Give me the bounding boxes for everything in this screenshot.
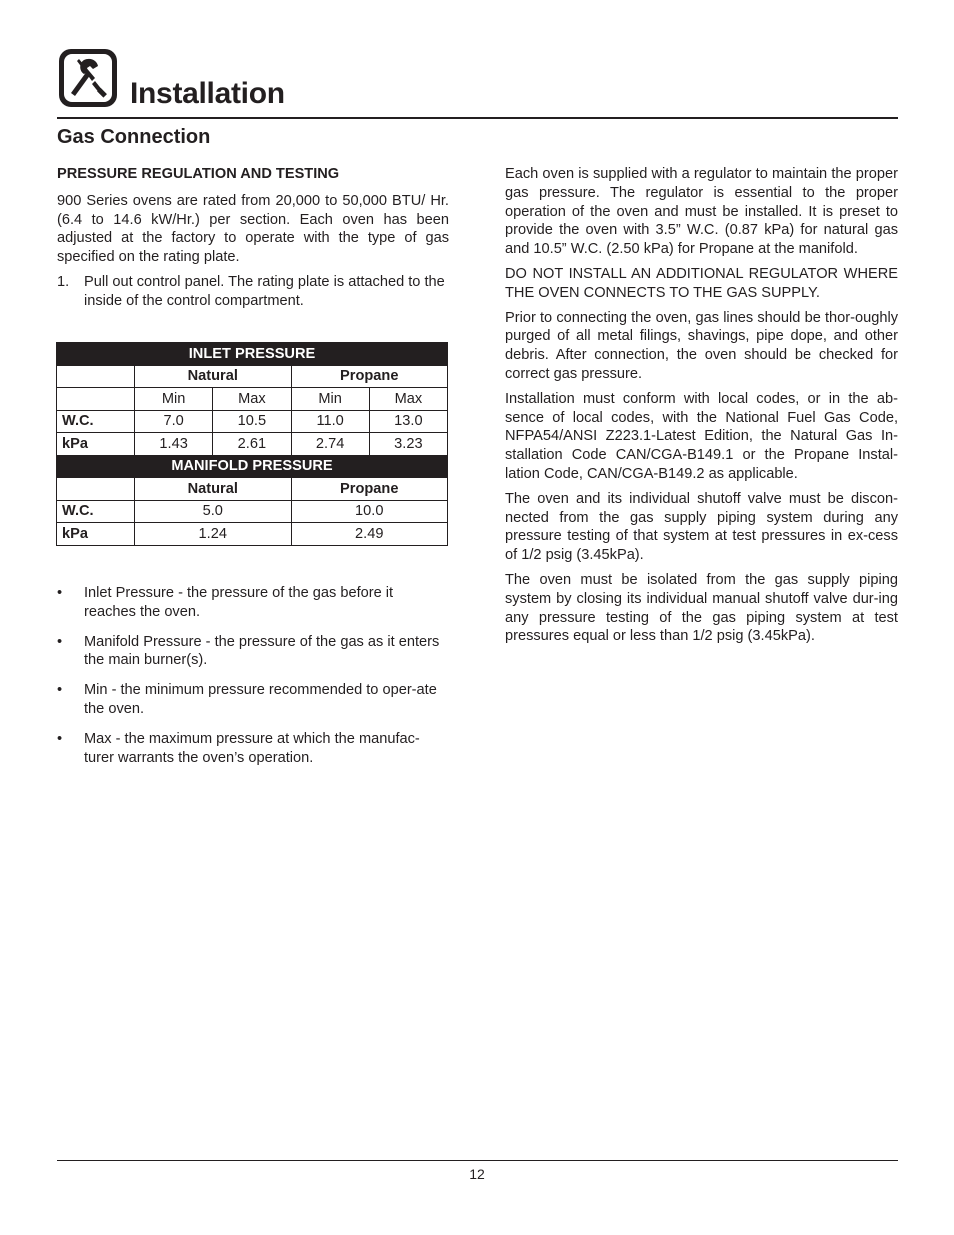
footer-divider	[57, 1160, 898, 1161]
list-item	[57, 681, 449, 719]
inlet-kpa-propane-max: 3.23	[369, 433, 447, 456]
wrench-screwdriver-icon	[57, 47, 119, 109]
inlet-kpa-label: kPa	[57, 433, 135, 456]
inlet-wc-propane-max: 13.0	[369, 410, 447, 433]
bullet-mark: •	[57, 730, 63, 747]
manifold-pressure-header: MANIFOLD PRESSURE	[57, 455, 448, 478]
manifold-wc-propane: 10.0	[291, 500, 448, 523]
manifold-wc-label: W.C.	[57, 500, 135, 523]
left-column	[57, 165, 449, 311]
list-item	[57, 584, 449, 622]
inlet-pressure-header: INLET PRESSURE	[57, 343, 448, 366]
bullet-text: Max - the maximum pressure at which the manufac-turer warrants the oven’s operation.	[84, 730, 420, 766]
inlet-wc-propane-min: 11.0	[291, 410, 369, 433]
natural-min-header: Min	[135, 388, 213, 411]
purge-paragraph: Prior to connecting the oven, gas lines should be thor-oughly purged of all metal filings, shavings, pipe dope, and other debris. After connection, the oven should be checked for correct gas pressure.	[505, 309, 898, 382]
regulator-paragraph: Each oven is supplied with a regulator to maintain the proper gas pressure. The regulator is essential to the proper operation of the oven and must be installed. It is preset to provide the oven with 3.5” W.C. (0.87 kPa) for natural gas and 10.5” W.C. (2.50 kPa) for Propane at the manifold.	[505, 166, 898, 258]
bullet-mark: •	[57, 585, 63, 601]
right-column	[505, 165, 898, 652]
page-number: 12	[469, 1166, 485, 1182]
step-text: Pull out control panel. The rating plate is attached to the inside of the control compartment.	[84, 273, 445, 309]
inlet-wc-natural-max: 10.5	[213, 410, 291, 433]
codes-paragraph: Installation must conform with local codes, or in the ab-sence of local codes, with the National Fuel Gas Code, NFPA54/ANSI Z223.1-Latest Edition, the Natural Gas In-stallation Code CAN/CGA-B149.1 or the Propane Instal-lation Code, CAN/CGA-B149.2 as applicable.	[505, 390, 898, 482]
manifold-natural-header: Natural	[135, 478, 292, 501]
disconnect-paragraph: The oven and its individual shutoff valve must be discon-nected from the gas supply piping system during any pressure testing of that system at test pressures in ex-cess of 1/2 psig (3.45kPa).	[505, 490, 898, 564]
propane-max-header: Max	[369, 388, 447, 411]
section-title: Gas Connection	[57, 126, 211, 148]
manifold-kpa-natural: 1.24	[135, 523, 292, 546]
bullet-text: Inlet Pressure - the pressure of the gas before it reaches the oven.	[84, 585, 394, 620]
manifold-kpa-label: kPa	[57, 523, 135, 546]
inlet-wc-label: W.C.	[57, 410, 135, 433]
page-title: Installation	[130, 77, 285, 110]
inlet-propane-header: Propane	[291, 365, 448, 388]
empty-cell	[57, 388, 135, 411]
pressure-table	[56, 342, 448, 546]
title-divider	[57, 117, 898, 119]
propane-min-header: Min	[291, 388, 369, 411]
inlet-kpa-propane-min: 2.74	[291, 433, 369, 456]
list-item	[57, 730, 449, 768]
isolate-paragraph: The oven must be isolated from the gas supply piping system by closing its individual manual shutoff valve dur-ing any pressure testing of the gas piping system at test pressures equal or less than 1/2 psig (3.45kPa).	[505, 571, 898, 645]
numbered-step	[57, 273, 449, 311]
manifold-propane-header: Propane	[291, 478, 448, 501]
bullet-mark: •	[57, 633, 63, 650]
empty-cell	[57, 478, 135, 501]
inlet-natural-header: Natural	[135, 365, 292, 388]
step-number: 1.	[57, 273, 70, 290]
definitions-list	[57, 584, 449, 778]
inlet-wc-natural-min: 7.0	[135, 410, 213, 433]
intro-paragraph: 900 Series ovens are rated from 20,000 to 50,000 BTU/ Hr. (6.4 to 14.6 kW/Hr.) per section. Each oven has been adjusted at the factory to operate with the type of gas specified on the rating plate.	[57, 192, 449, 266]
bullet-text: Manifold Pressure - the pressure of the gas as it enters the main burner(s).	[84, 633, 440, 669]
subheading-pressure-regulation: PRESSURE REGULATION AND TESTING	[57, 166, 340, 182]
manifold-kpa-propane: 2.49	[291, 523, 448, 546]
list-item	[57, 633, 449, 671]
inlet-kpa-natural-max: 2.61	[213, 433, 291, 456]
natural-max-header: Max	[213, 388, 291, 411]
bullet-text: Min - the minimum pressure recommended to oper-ate the oven.	[84, 682, 437, 717]
manifold-wc-natural: 5.0	[135, 500, 292, 523]
empty-cell	[57, 365, 135, 388]
warning-paragraph: DO NOT INSTALL AN ADDITIONAL REGULATOR WHERE THE OVEN CONNECTS TO THE GAS SUPPLY.	[505, 265, 898, 301]
inlet-kpa-natural-min: 1.43	[135, 433, 213, 456]
bullet-mark: •	[57, 682, 63, 699]
